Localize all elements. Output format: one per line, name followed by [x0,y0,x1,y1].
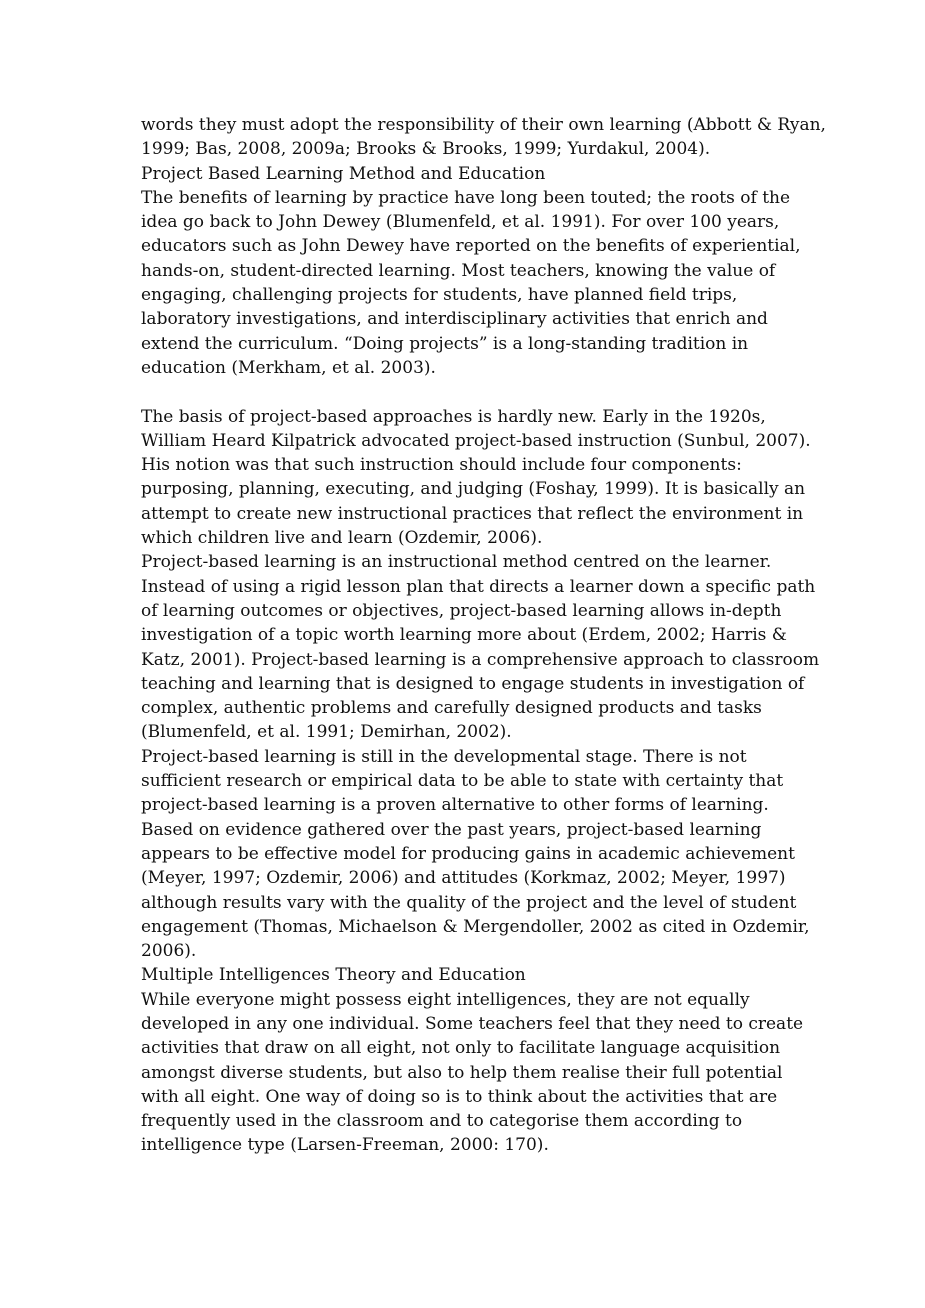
paragraph-line: hands-on, student-directed learning. Most teachers, knowing the value of [141,260,776,281]
paragraph-line: teaching and learning that is designed to engage students in investigation of [141,673,805,694]
paragraph-line: Project-based learning is an instructional method centred on the learner. [141,552,772,573]
paragraph-line: Instead of using a rigid lesson plan that directs a learner down a specific path [141,576,816,597]
section-heading: Project Based Learning Method and Education [141,163,546,184]
paragraph-line: intelligence type (Larsen-Freeman, 2000: 170). [141,1135,549,1156]
paragraph-line: (Blumenfeld, et al. 1991; Demirhan, 2002). [141,722,512,743]
paragraph-line: His notion was that such instruction should include four components: [141,455,742,476]
blank-line [141,380,841,404]
paragraph-line: purposing, planning, executing, and judging (Foshay, 1999). It is basically an [141,479,806,500]
paragraph-line: 1999; Bas, 2008, 2009a; Brooks & Brooks, 1999; Yurdakul, 2004). [141,139,711,160]
paragraph-line: Based on evidence gathered over the past years, project-based learning [141,819,762,840]
paragraph-line: (Meyer, 1997; Ozdemir, 2006) and attitudes (Korkmaz, 2002; Meyer, 1997) [141,868,786,889]
paragraph-line: with all eight. One way of doing so is to think about the activities that are [141,1086,778,1107]
paragraph-line: complex, authentic problems and carefully designed products and tasks [141,698,762,719]
paragraph-line: Project-based learning is still in the developmental stage. There is not [141,746,747,767]
paragraph-line: While everyone might possess eight intelligences, they are not equally [141,989,750,1010]
paragraph-line: which children live and learn (Ozdemir, 2006). [141,528,543,549]
paragraph-line: words they must adopt the responsibility of their own learning (Abbott & Ryan, [141,115,826,135]
paragraph-line: The basis of project-based approaches is hardly new. Early in the 1920s, [141,406,766,427]
paragraph-line: 2006). [141,941,197,962]
paragraph-line: idea go back to John Dewey (Blumenfeld, et al. 1991). For over 100 years, [141,212,780,233]
paragraph-line: developed in any one individual. Some teachers feel that they need to create [141,1013,804,1034]
paragraph-line: education (Merkham, et al. 2003). [141,357,436,378]
paragraph-line: extend the curriculum. “Doing projects” is a long-standing tradition in [141,333,749,354]
paragraph-line: The benefits of learning by practice have long been touted; the roots of the [141,187,791,208]
paragraph-line: educators such as John Dewey have reported on the benefits of experiential, [141,236,801,257]
section-heading: Multiple Intelligences Theory and Education [141,965,526,986]
paragraph-line: laboratory investigations, and interdisciplinary activities that enrich and [141,309,768,330]
paragraph-line: appears to be effective model for producing gains in academic achievement [141,843,795,864]
paragraph-line: Katz, 2001). Project-based learning is a comprehensive approach to classroom [141,649,820,670]
document-page [141,113,841,1158]
paragraph-line: investigation of a topic worth learning more about (Erdem, 2002; Harris & [141,625,787,646]
paragraph-line: William Heard Kilpatrick advocated project-based instruction (Sunbul, 2007). [141,430,811,451]
paragraph-line: activities that draw on all eight, not only to facilitate language acquisition [141,1038,781,1059]
paragraph-line: project-based learning is a proven alternative to other forms of learning. [141,795,769,816]
paragraph-line: engaging, challenging projects for students, have planned field trips, [141,285,738,306]
paragraph-line: attempt to create new instructional practices that reflect the environment in [141,503,804,524]
paragraph-line: although results vary with the quality of the project and the level of student [141,892,797,913]
paragraph-line: engagement (Thomas, Michaelson & Mergendoller, 2002 as cited in Ozdemir, [141,916,810,937]
paragraph-line: frequently used in the classroom and to categorise them according to [141,1111,743,1132]
paragraph-line: amongst diverse students, but also to help them realise their full potential [141,1062,783,1083]
paragraph-line: of learning outcomes or objectives, project-based learning allows in-depth [141,600,782,621]
paragraph-line: sufficient research or empirical data to be able to state with certainty that [141,771,784,792]
